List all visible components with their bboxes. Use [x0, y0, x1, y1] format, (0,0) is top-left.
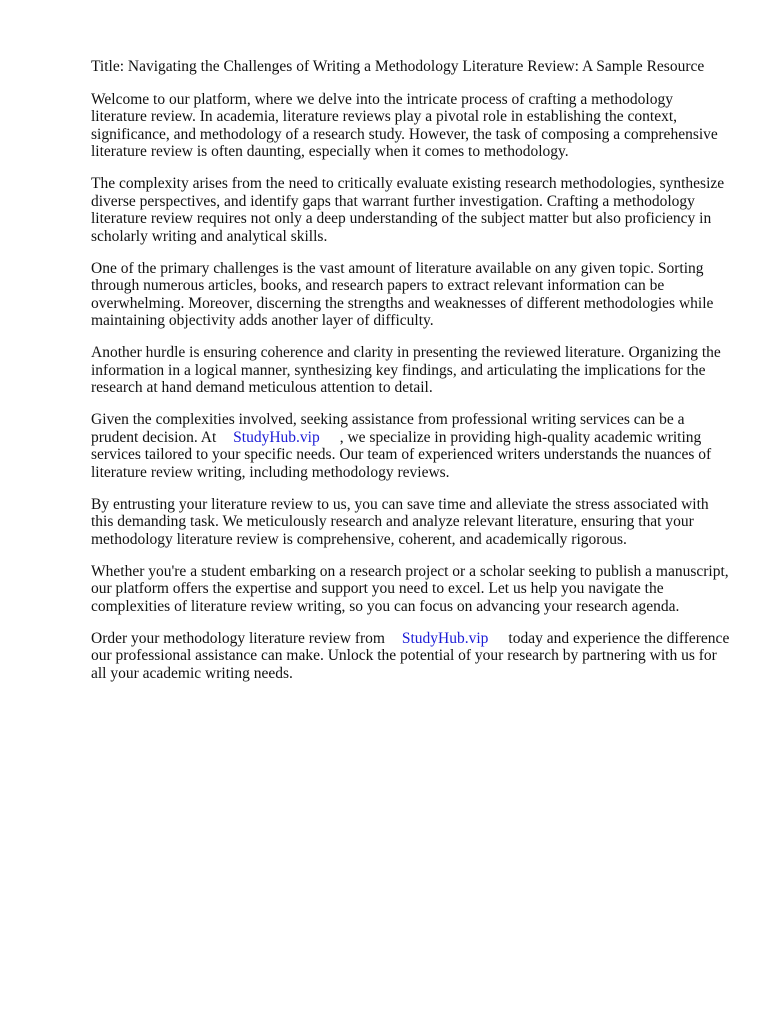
document-title: Title: Navigating the Challenges of Writing a Methodology Literature Review: A Sample Resource: [91, 58, 705, 75]
paragraph-challenges: One of the primary challenges is the vast amount of literature available on any given topic. Sorting through numerous articles, books, and research papers to extract relevant information can be overwhelming. Moreover, discerning the strengths and weaknesses of different methodologies while maintaining objectivity adds another layer of difficulty.: [91, 259, 714, 329]
paragraph-assistance-after: , we specialize in providing high-quality academic writing services tailored to your specific needs. Our team of experienced writers understands the nuances of literature review writing, including methodology reviews.: [91, 428, 712, 481]
document-page: [91, 58, 731, 697]
paragraph-order-after: today and experience the difference our professional assistance can make. Unlock the potential of your research by partnering with us for all your academic writing needs.: [91, 629, 730, 682]
paragraph-assistance: [91, 411, 731, 481]
paragraph-complexity: The complexity arises from the need to critically evaluate existing research methodologies, synthesize diverse perspectives, and identify gaps that warrant further investigation. Crafting a methodology literature review requires not only a deep understanding of the subject matter but also proficiency in scholarly writing and analytical skills.: [91, 175, 725, 245]
paragraph-hurdle: Another hurdle is ensuring coherence and clarity in presenting the reviewed literature. Organizing the information in a logical manner, synthesizing key findings, and articulating the implications for the research at hand demand meticulous attention to detail.: [91, 344, 721, 396]
paragraph-welcome: Welcome to our platform, where we delve into the intricate process of crafting a methodology literature review. In academia, literature reviews play a pivotal role in establishing the context, significance, and methodology of a research study. However, the task of composing a comprehensive literature review is often daunting, especially when it comes to methodology.: [91, 90, 718, 160]
studyhub-link[interactable]: StudyHub.vip: [233, 428, 320, 446]
paragraph-order-before: Order your methodology literature review from: [91, 629, 385, 647]
paragraph-assistance-before: Given the complexities involved, seeking assistance from professional writing services can be a prudent decision. At: [91, 411, 685, 446]
paragraph-entrusting: By entrusting your literature review to us, you can save time and alleviate the stress associated with this demanding task. We meticulously research and analyze relevant literature, ensuring that your methodology literature review is comprehensive, coherent, and academically rigorous.: [91, 495, 709, 548]
paragraph-order: [91, 630, 731, 683]
studyhub-link-order[interactable]: StudyHub.vip: [401, 629, 489, 647]
paragraph-whether: Whether you're a student embarking on a research project or a scholar seeking to publish a manuscript, our platform offers the expertise and support you need to excel. Let us help you navigate the complexities of literature review writing, so you can focus on advancing your research agenda.: [91, 562, 729, 615]
